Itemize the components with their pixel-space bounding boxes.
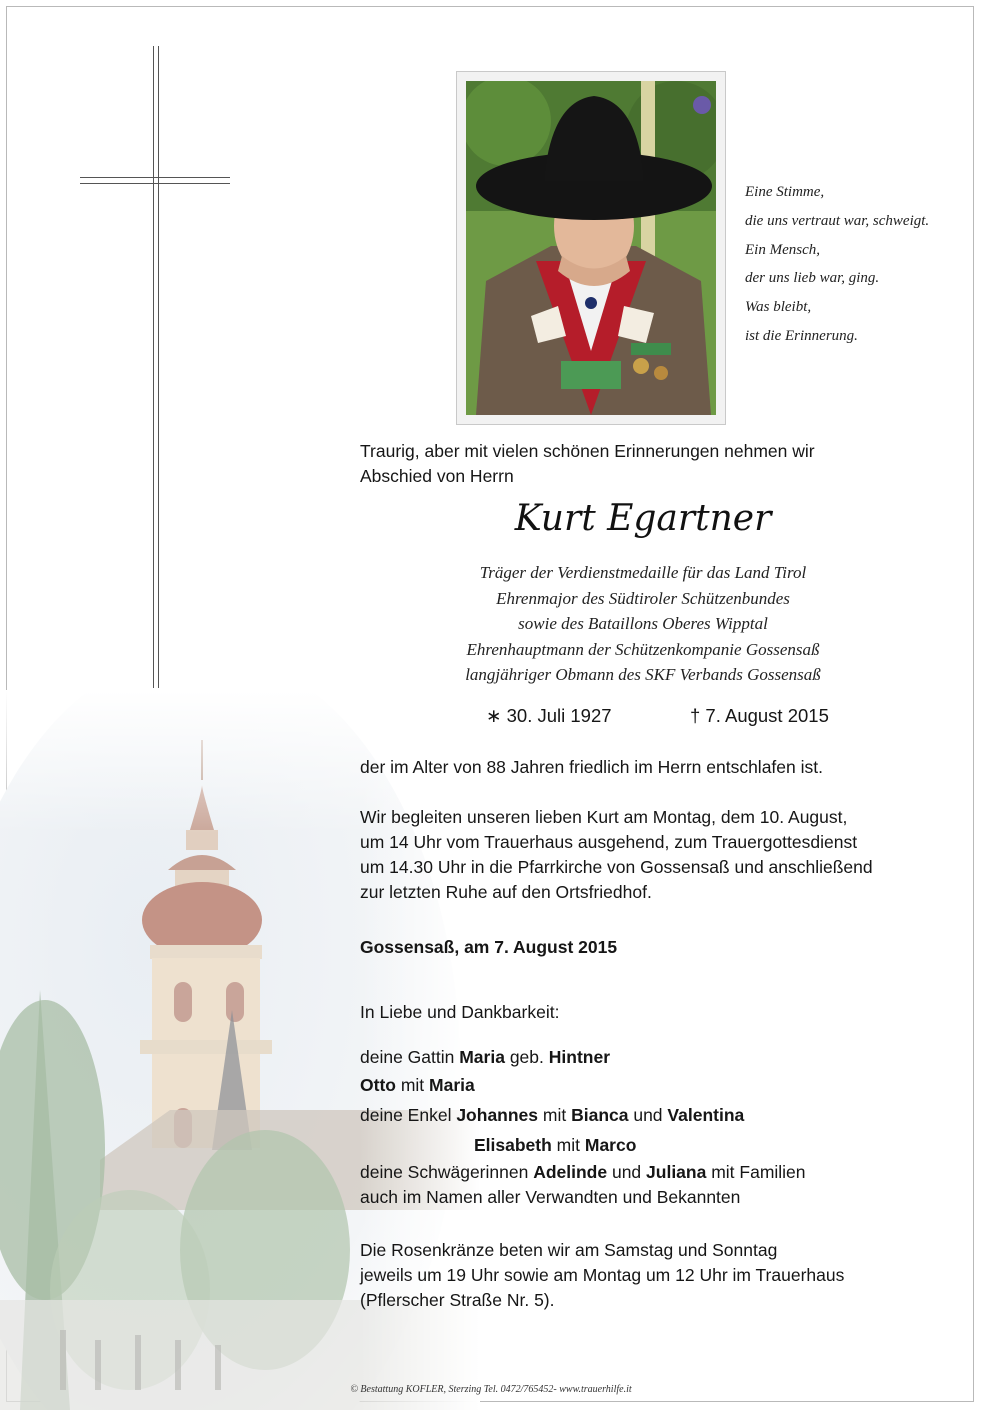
honor-line: langjähriger Obmann des SKF Verbands Gossensaß: [465, 665, 821, 684]
family-line-5: deine Schwägerinnen Adelinde und Juliana mit Familien: [360, 1162, 806, 1182]
funeral-line: zur letzten Ruhe auf den Ortsfriedhof.: [360, 882, 652, 902]
honor-line: Ehrenhauptmann der Schützenkompanie Gossensaß: [466, 639, 820, 659]
poem-line: der uns lieb war, ging.: [745, 270, 880, 287]
poem-line: Was bleibt,: [745, 299, 812, 316]
footer-credit: © Bestattung KOFLER, Sterzing Tel. 0472/765452- www.trauerhilfe.it: [350, 1384, 632, 1395]
funeral-line: Wir begleiten unseren lieben Kurt am Montag, dem 10. August,: [360, 807, 848, 827]
honor-line: Ehrenmajor des Südtiroler Schützenbundes: [496, 588, 790, 608]
family-line-2: Otto mit Maria: [360, 1075, 475, 1095]
rosary-line: (Pflerscher Straße Nr. 5).: [360, 1290, 555, 1310]
poem: [745, 178, 975, 351]
poem-line: Ein Mensch,: [745, 241, 820, 258]
family-line-1: deine Gattin Maria geb. Hintner: [360, 1047, 610, 1067]
poem-line: ist die Erinnerung.: [745, 327, 858, 344]
death-date: † 7. August 2015: [690, 705, 829, 726]
family-line-3: deine Enkel Johannes mit Bianca und Valentina: [360, 1105, 745, 1125]
honor-line: Träger der Verdienstmedaille für das Land Tirol: [479, 563, 807, 582]
birth-date: ∗ 30. Juli 1927: [486, 705, 612, 726]
cross-icon-bar: [80, 177, 230, 184]
rosary-line: jeweils um 19 Uhr sowie am Montag um 12 Uhr im Trauerhaus: [360, 1265, 845, 1285]
place-date: Gossensaß, am 7. August 2015: [360, 937, 618, 957]
honors: [360, 560, 926, 688]
funeral-line: um 14.30 Uhr in die Pfarrkirche von Gossensaß und anschließend: [360, 857, 873, 877]
poem-line: die uns vertraut war, schweigt.: [745, 212, 930, 229]
family-line-4: Elisabeth mit Marco: [474, 1135, 637, 1155]
deceased-name: Kurt Egartner: [514, 498, 772, 539]
family-line-6: auch im Namen aller Verwandten und Bekannten: [360, 1187, 741, 1207]
intro-line-1: Traurig, aber mit vielen schönen Erinnerungen nehmen wir: [360, 441, 815, 461]
age-line: der im Alter von 88 Jahren friedlich im Herrn entschlafen ist.: [360, 757, 823, 777]
portrait-photo: [466, 81, 716, 415]
cross-icon: [153, 46, 159, 688]
gratitude-heading: In Liebe und Dankbarkeit:: [360, 1002, 560, 1022]
rosary-line: Die Rosenkränze beten wir am Samstag und Sonntag: [360, 1240, 778, 1260]
funeral-line: um 14 Uhr vom Trauerhaus ausgehend, zum Trauergottesdienst: [360, 832, 858, 852]
poem-line: Eine Stimme,: [745, 184, 825, 200]
honor-line: sowie des Bataillons Oberes Wipptal: [518, 614, 768, 633]
portrait-frame: [456, 71, 726, 425]
intro-line-2: Abschied von Herrn: [360, 466, 514, 486]
